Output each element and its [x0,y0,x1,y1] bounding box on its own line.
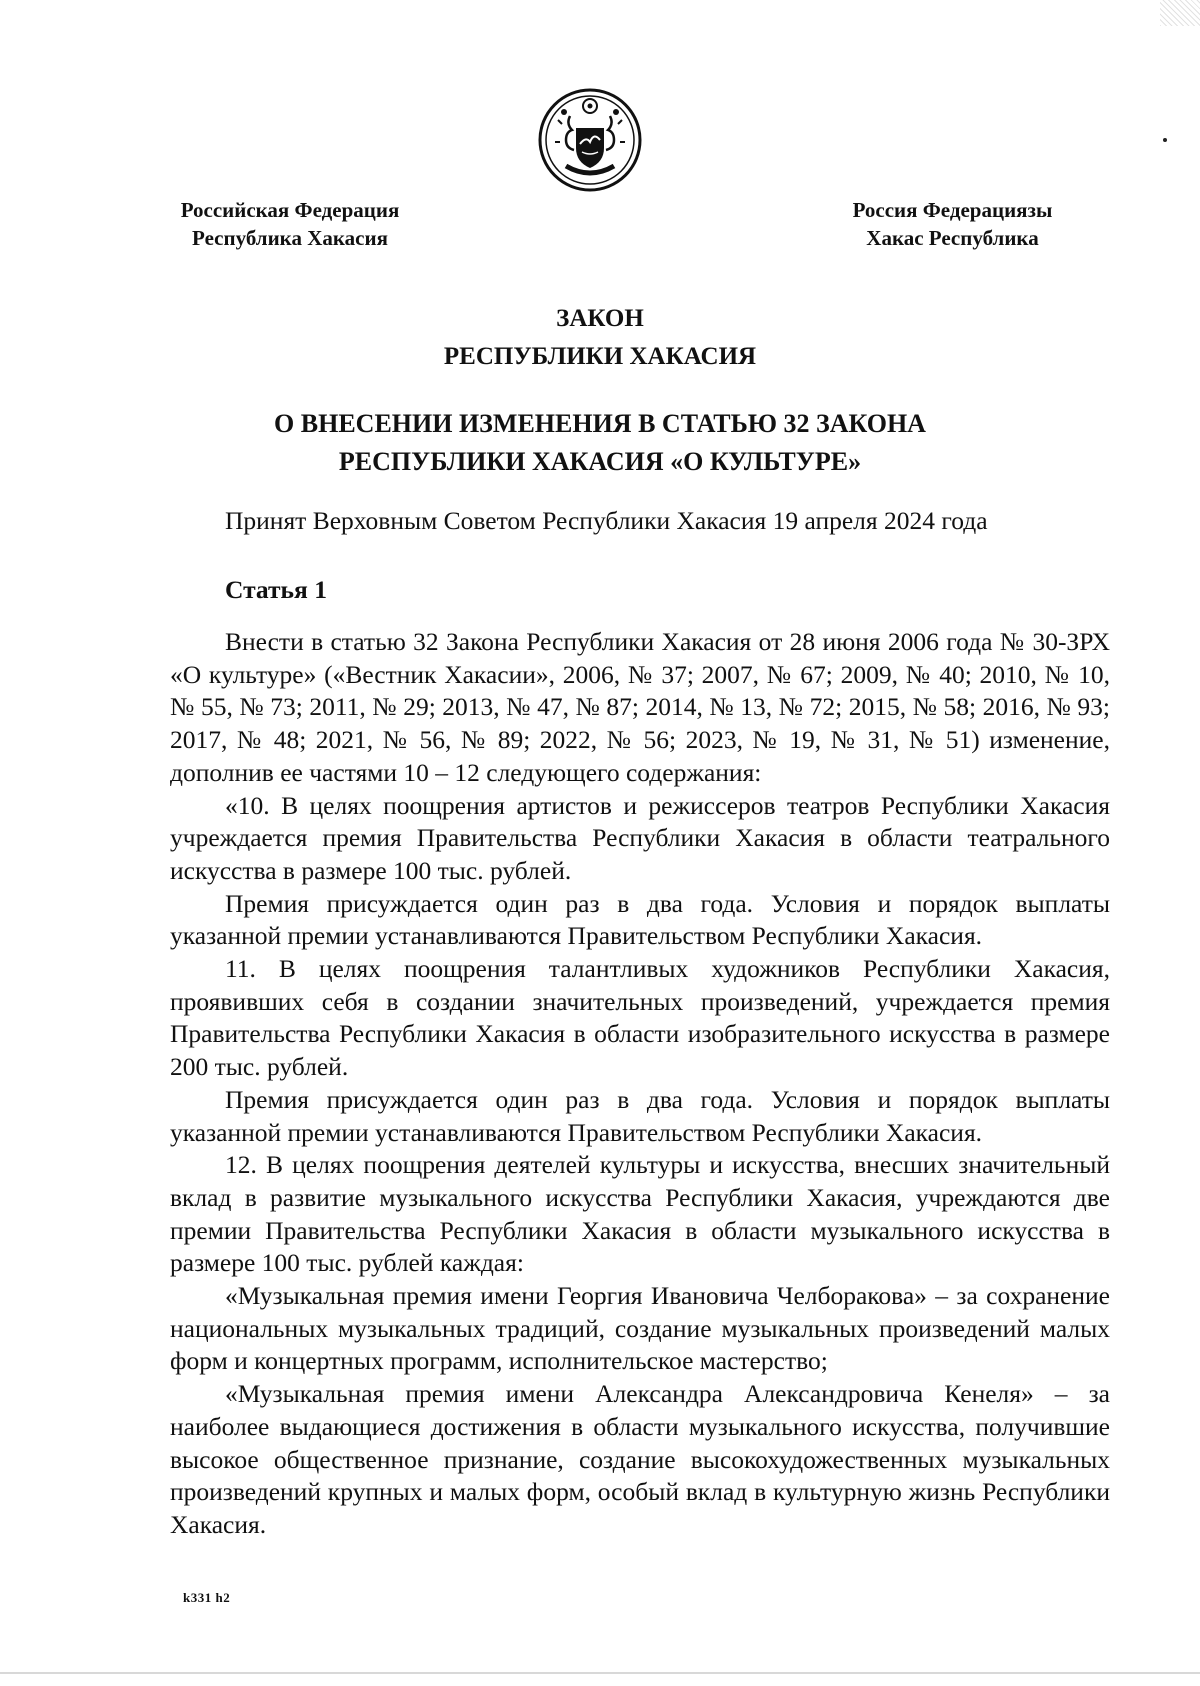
article-paragraph: «Музыкальная премия имени Георгия Ивановича Челборакова» – за сохранение национальных музыкальных традиций, создание музыкальных произведений малых форм и концертных программ, исполнительское мастерство; [170,1281,1110,1376]
article-paragraph: Премия присуждается один раз в два года. Условия и порядок выплаты указанной премии устанавливаются Правительством Республики Хакасия. [170,888,1110,951]
law-subject [0,405,1200,481]
article-heading: Статья 1 [225,575,327,604]
coat-of-arms-emblem [536,86,644,194]
header-left-line1: Российская Федерация [180,198,400,222]
scan-speck [1163,138,1167,142]
law-title-line1: ЗАКОН [556,305,644,332]
header-khakas-language [830,196,1075,252]
header-right-line2: Хакас Республика [866,226,1039,250]
scan-artifact [1160,0,1200,26]
adoption-statement: Принят Верховным Советом Республики Хакасия 19 апреля 2024 года [225,506,988,535]
article-paragraph: Внести в статью 32 Закона Республики Хакасия от 28 июня 2006 года № 30-ЗРХ «О культуре» («Вестник Хакасии», 2006, № 37; 2007, № 67; 2009, № 40; 2010, № 10, № 55, № 73; 2011, № 29; 2013, № 47, № 87; 2014, № 13, № 72; 2015, № 58; 2016, № 93; 2017, № 48; 2021, № 56, № 89; 2022, № 56; 2023, № 19, № 31, № 51) изменение, дополнив ее частями 10 – 12 следующего содержания: [170,627,1110,787]
article-paragraph: «10. В целях поощрения артистов и режиссеров театров Республики Хакасия учреждается премия Правительства Республики Хакасия в области театрального искусства в размере 100 тыс. рублей. [170,790,1110,885]
law-title-line2: РЕСПУБЛИКИ ХАКАСИЯ [443,343,757,370]
scan-edge-line [0,1672,1200,1674]
article-paragraph: 11. В целях поощрения талантливых художников Республики Хакасия, проявивших себя в создании значительных произведений, учреждается премия Правительства Республики Хакасия в области изобразительного искусства в размере 200 тыс. рублей. [170,954,1110,1082]
article-paragraph: «Музыкальная премия имени Александра Александровича Кенеля» – за наиболее выдающиеся достижения в области музыкального искусства, получившие высокое общественное признание, создание высокохудожественных музыкальных произведений крупных и малых форм, особый вклад в культурную жизнь Республики Хакасия. [170,1379,1110,1539]
article-paragraph: 12. В целях поощрения деятелей культуры и искусства, внесших значительный вклад в развитие музыкального искусства Республики Хакасия, учреждаются две премии Правительства Республики Хакасия в области музыкального искусства в размере 100 тыс. рублей каждая: [170,1150,1110,1278]
coat-of-arms-icon [536,86,644,194]
header-russian-federation [155,196,425,252]
article-paragraph: Премия присуждается один раз в два года. Условия и порядок выплаты указанной премии устанавливаются Правительством Республики Хакасия. [170,1084,1110,1147]
law-subject-line1: О ВНЕСЕНИИ ИЗМЕНЕНИЯ В СТАТЬЮ 32 ЗАКОНА [274,409,926,438]
header-right-line1: Россия Федерациязы [852,198,1053,222]
law-subject-line2: РЕСПУБЛИКИ ХАКАСИЯ «О КУЛЬТУРЕ» [338,447,862,476]
article-body [170,626,1110,1542]
law-title [0,300,1200,376]
header-left-line2: Республика Хакасия [192,226,388,250]
document-code: k331 h2 [183,1590,231,1605]
